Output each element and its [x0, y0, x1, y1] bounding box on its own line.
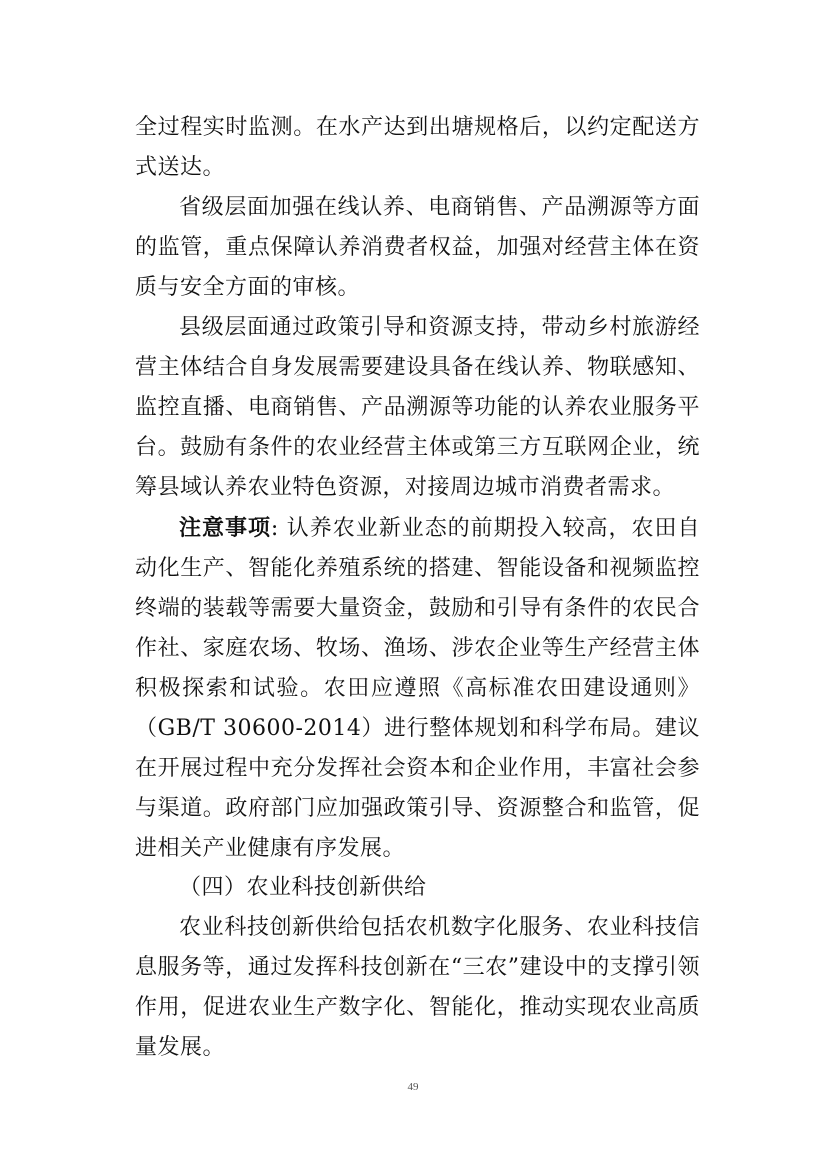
paragraph-county-level: 县级层面通过政策引导和资源支持，带动乡村旅游经营主体结合自身发展需要建设具备在线认养、物联感知、监控直播、电商销售、产品溯源等功能的认养农业服务平台。鼓励有条件的农业经营主体或第三方互联网企业，统筹县域认养农业特色资源，对接周边城市消费者需求。 — [135, 315, 700, 500]
paragraph-aquatic-delivery: 全过程实时监测。在水产达到出塘规格后，以约定配送方式送达。 — [135, 115, 700, 180]
notes-text: : 认养农业新业态的前期投入较高，农田自动化生产、智能化养殖系统的搭建、智能设备和视频监控终端的装载等需要大量资金，鼓励和引导有条件的农民合作社、家庭农场、牧场、渔场、涉农企业等生产经营主体积极探索和试验。农田应遵照《高标准农田建设通则》（GB/T 30600-2014）进行整体规划和科学布局。建议在开展过程中充分发挥社会资本和企业作用，丰富社会参与渠道。政府部门应加强政策引导、资源整合和监管，促进相关产业健康有序发展。 — [135, 516, 700, 861]
notes-label: 注意事项 — [179, 515, 271, 541]
paragraph-provincial-level: 省级层面加强在线认养、电商销售、产品溯源等方面的监管，重点保障认养消费者权益，加强对经营主体在资质与安全方面的审核。 — [135, 195, 700, 300]
page-number: 49 — [407, 1081, 419, 1093]
paragraph-notes — [135, 508, 700, 869]
paragraph-tech-innovation: 农业科技创新供给包括农机数字化服务、农业科技信息服务等，通过发挥科技创新在“三农”建设中的支撑引领作用，促进农业生产数字化、智能化，推动实现农业高质量发展。 — [135, 915, 700, 1060]
section-heading: （四）农业科技创新供给 — [179, 875, 427, 900]
